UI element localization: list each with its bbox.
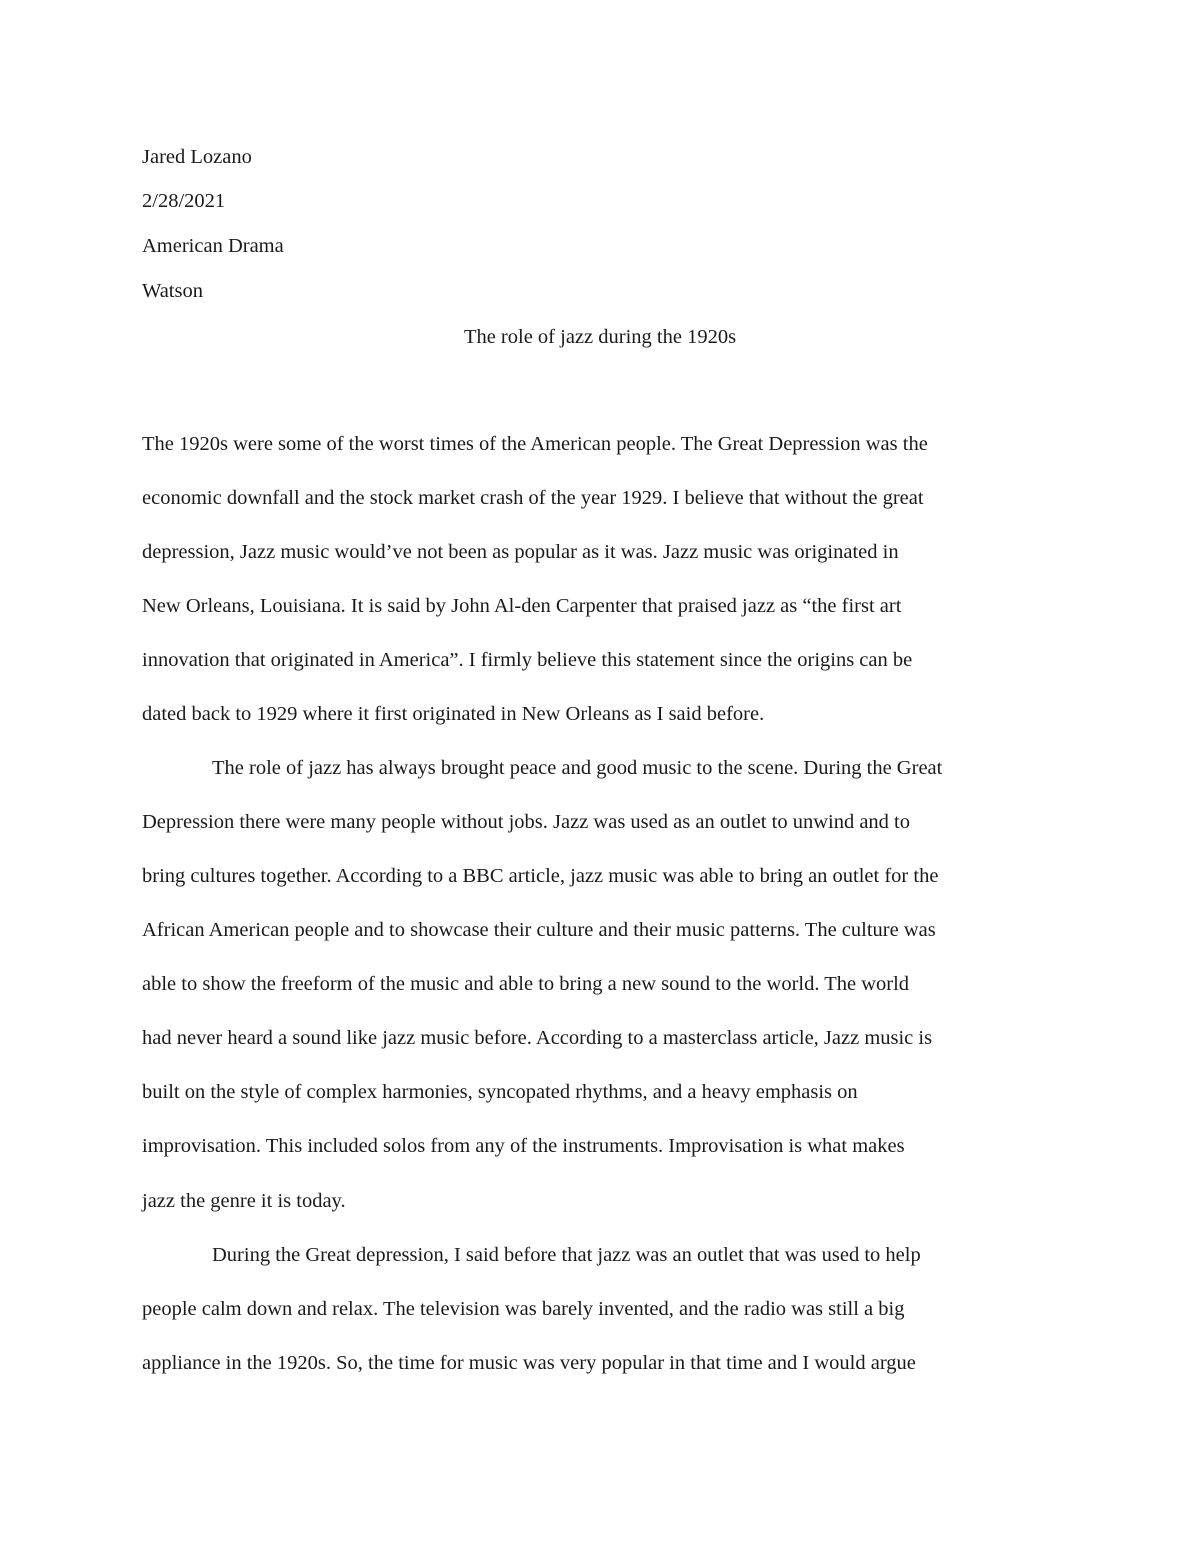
body-line: During the Great depression, I said before that jazz was an outlet that was used to help <box>212 1244 921 1266</box>
body-line: The 1920s were some of the worst times of the American people. The Great Depression was the <box>142 433 928 455</box>
body-line: people calm down and relax. The television was barely invented, and the radio was still a big <box>142 1298 905 1320</box>
date-line: 2/28/2021 <box>142 190 226 212</box>
author-name: Jared Lozano <box>142 146 252 168</box>
body-line: African American people and to showcase their culture and their music patterns. The culture was <box>142 919 936 941</box>
body-line: Depression there were many people without jobs. Jazz was used as an outlet to unwind and to <box>142 811 910 833</box>
body-line: built on the style of complex harmonies, syncopated rhythms, and a heavy emphasis on <box>142 1081 858 1103</box>
essay-title: The role of jazz during the 1920s <box>463 326 737 348</box>
body-line: able to show the freeform of the music and able to bring a new sound to the world. The world <box>142 973 910 995</box>
body-line: jazz the genre it is today. <box>142 1190 346 1212</box>
body-line: depression, Jazz music would’ve not been as popular as it was. Jazz music was originated in <box>142 541 899 563</box>
instructor-name: Watson <box>142 280 203 302</box>
body-line: had never heard a sound like jazz music before. According to a masterclass article, Jazz music is <box>142 1027 933 1049</box>
body-line: improvisation. This included solos from any of the instruments. Improvisation is what makes <box>142 1135 905 1157</box>
body-line: appliance in the 1920s. So, the time for music was very popular in that time and I would argue <box>142 1352 916 1374</box>
course-name: American Drama <box>142 235 284 257</box>
body-line: innovation that originated in America”. I firmly believe this statement since the origins can be <box>142 649 913 671</box>
body-line: New Orleans, Louisiana. It is said by John Al-den Carpenter that praised jazz as “the first art <box>142 595 902 617</box>
body-line: economic downfall and the stock market crash of the year 1929. I believe that without the great <box>142 487 924 509</box>
body-line: bring cultures together. According to a BBC article, jazz music was able to bring an outlet for the <box>142 865 939 887</box>
body-line: dated back to 1929 where it first originated in New Orleans as I said before. <box>142 703 765 725</box>
body-line: The role of jazz has always brought peace and good music to the scene. During the Great <box>212 757 943 779</box>
